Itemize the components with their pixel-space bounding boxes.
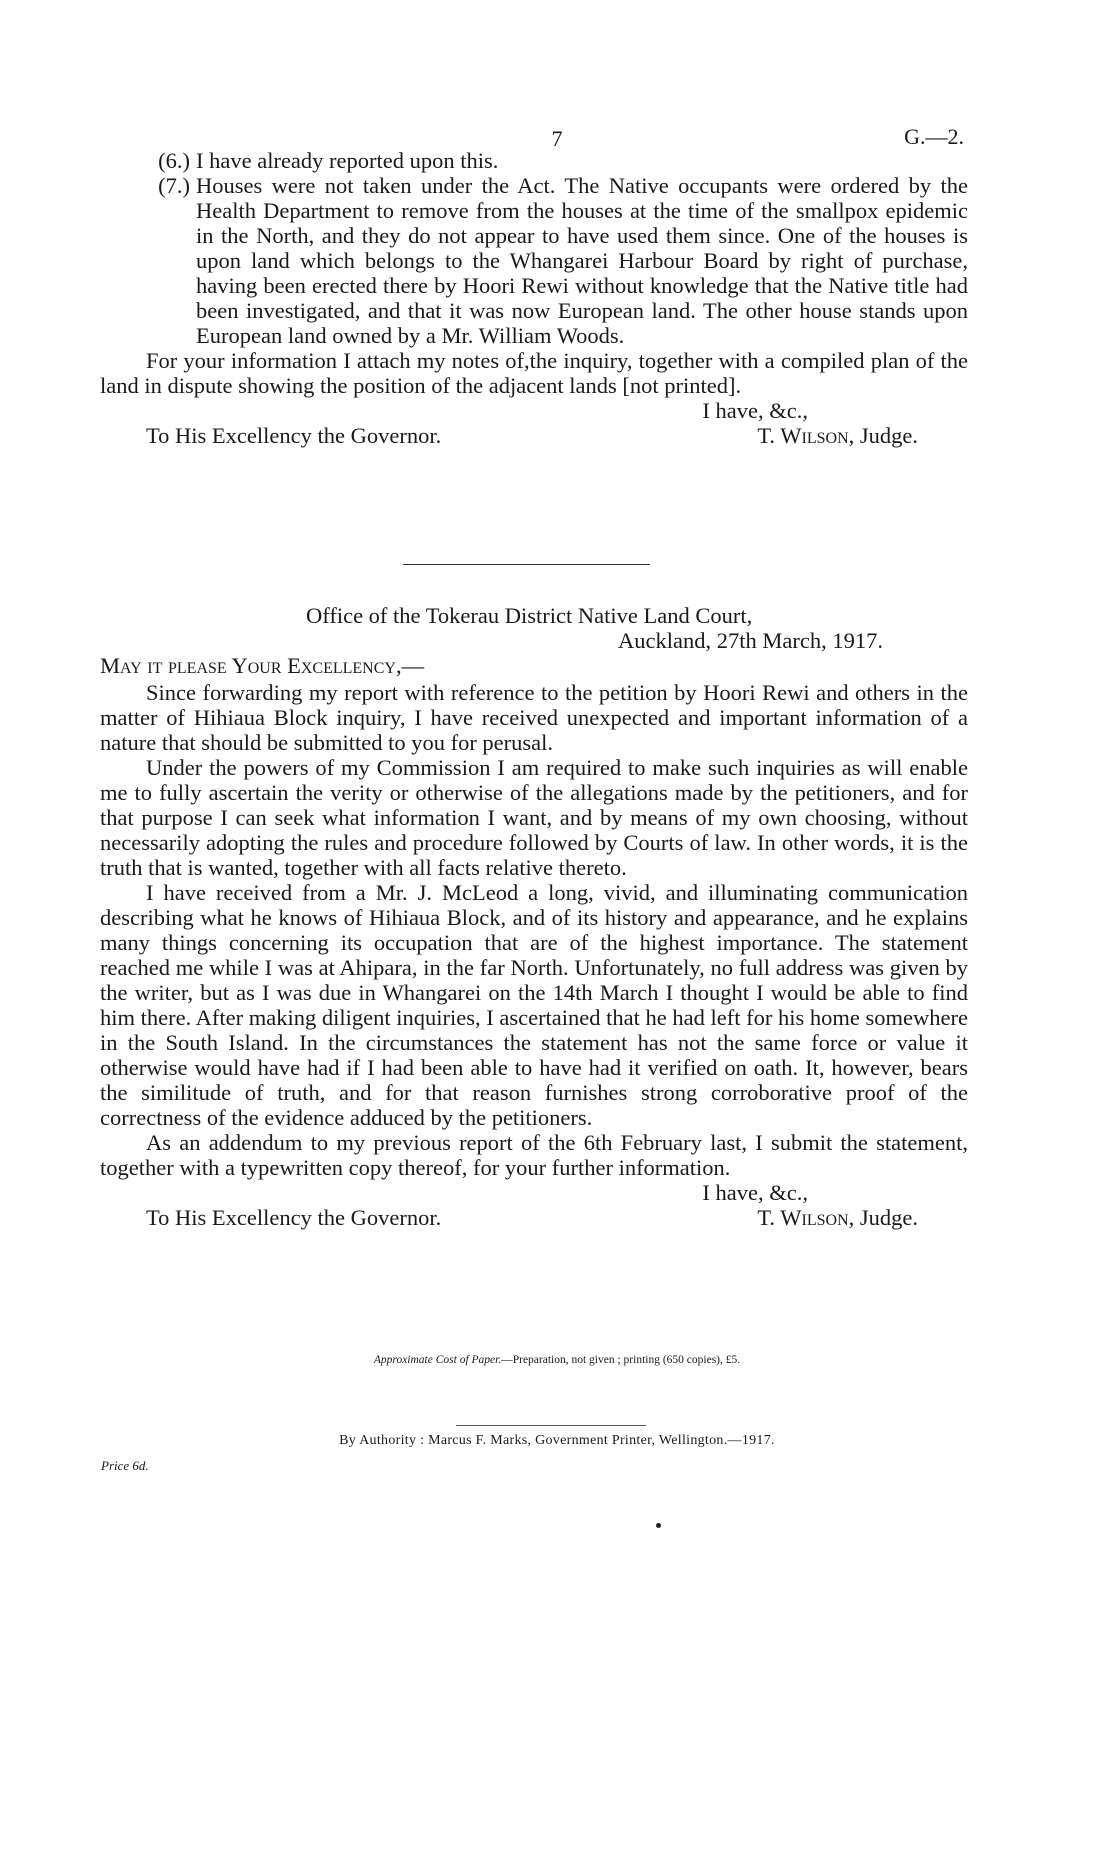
- report-continuation: [100, 148, 968, 448]
- signature-name: T. Wilson,: [757, 423, 855, 448]
- price: Price 6d.: [101, 1458, 149, 1473]
- footer-divider: [456, 1425, 646, 1426]
- body-paragraph: As an addendum to my previous report of the 6th February last, I submit the statement, together with a typewritten copy thereof, for your further information.: [100, 1130, 968, 1180]
- item-number: (6.): [158, 148, 190, 173]
- salutation: May it please Your Excellency,—: [100, 653, 425, 678]
- cost-label: Approximate Cost of Paper.: [373, 1354, 502, 1366]
- list-item: [100, 173, 968, 348]
- document-reference: G.—2.: [904, 124, 964, 149]
- signature-row: [100, 1205, 968, 1230]
- cost-text: —Preparation, not given ; printing (650 copies), £5.: [501, 1354, 741, 1366]
- signature-row: [100, 423, 968, 448]
- list-item: [100, 148, 968, 173]
- letter-body: [100, 680, 968, 1230]
- office-line: Office of the Tokerau District Native Land Court,: [306, 603, 753, 628]
- page-number: 7: [551, 126, 563, 151]
- complimentary-close: I have, &c.,: [702, 398, 808, 423]
- section-divider: [403, 564, 650, 565]
- signature-title: Judge.: [859, 1205, 918, 1230]
- closing-paragraph: For your information I attach my notes of,the inquiry, together with a compiled plan of the land in dispute showing the position of the adjacent lands [not printed].: [100, 348, 968, 398]
- signature-name: T. Wilson,: [757, 1205, 855, 1230]
- item-number: (7.): [158, 173, 190, 198]
- address-date: Auckland, 27th March, 1917.: [618, 628, 883, 653]
- complimentary-close: I have, &c.,: [702, 1180, 808, 1205]
- cost-of-paper: [0, 1354, 1114, 1366]
- signature: [757, 1205, 918, 1230]
- item-text: Houses were not taken under the Act. The Native occupants were ordered by the Health Department to remove from the houses at the time of the smallpox epidemic in the North, and they do not appear to have used them since. One of the houses is upon land which belongs to the Whangarei Harbour Board by right of purchase, having been erected there by Hoori Rewi without knowledge that the Native title had been investigated, and that it was now European land. The other house stands upon European land owned by a Mr. William Woods.: [196, 173, 968, 348]
- body-paragraph: I have received from a Mr. J. McLeod a long, vivid, and illuminating communication describing what he knows of Hihiaua Block, and of its history and appearance, and he explains many things concerning its occupation that are of the highest importance. The statement reached me while I was at Ahipara, in the far North. Unfortunately, no full address was given by the writer, but as I was due in Whangarei on the 14th March I thought I would be able to find him there. After making diligent inquiries, I ascertained that he had left for his home somewhere in the South Island. In the circumstances the statement has not the same force or value it otherwise would have had if I had been able to have had it verified on oath. It, however, bears the similitude of truth, and for that reason furnishes strong corroborative proof of the correctness of the evidence adduced by the petitioners.: [100, 880, 968, 1130]
- body-paragraph: Under the powers of my Commission I am required to make such inquiries as will enable me to fully ascertain the verity or otherwise of the allegations made by the petitioners, and for that purpose I can seek what information I want, and by means of my own choosing, without necessarily adopting the rules and procedure followed by Courts of law. In other words, it is the truth that is wanted, together with all facts relative thereto.: [100, 755, 968, 880]
- signature-title: Judge.: [859, 423, 918, 448]
- printer-authority: By Authority : Marcus F. Marks, Government Printer, Wellington.—1917.: [339, 1433, 775, 1448]
- body-paragraph: Since forwarding my report with reference to the petition by Hoori Rewi and others in the matter of Hihiaua Block inquiry, I have received unexpected and important information of a nature that should be submitted to you for perusal.: [100, 680, 968, 755]
- addressee: To His Excellency the Governor.: [146, 423, 442, 448]
- signature: [757, 423, 918, 448]
- item-text: I have already reported upon this.: [196, 148, 499, 173]
- addressee: To His Excellency the Governor.: [146, 1205, 442, 1230]
- ink-dot: [656, 1523, 661, 1528]
